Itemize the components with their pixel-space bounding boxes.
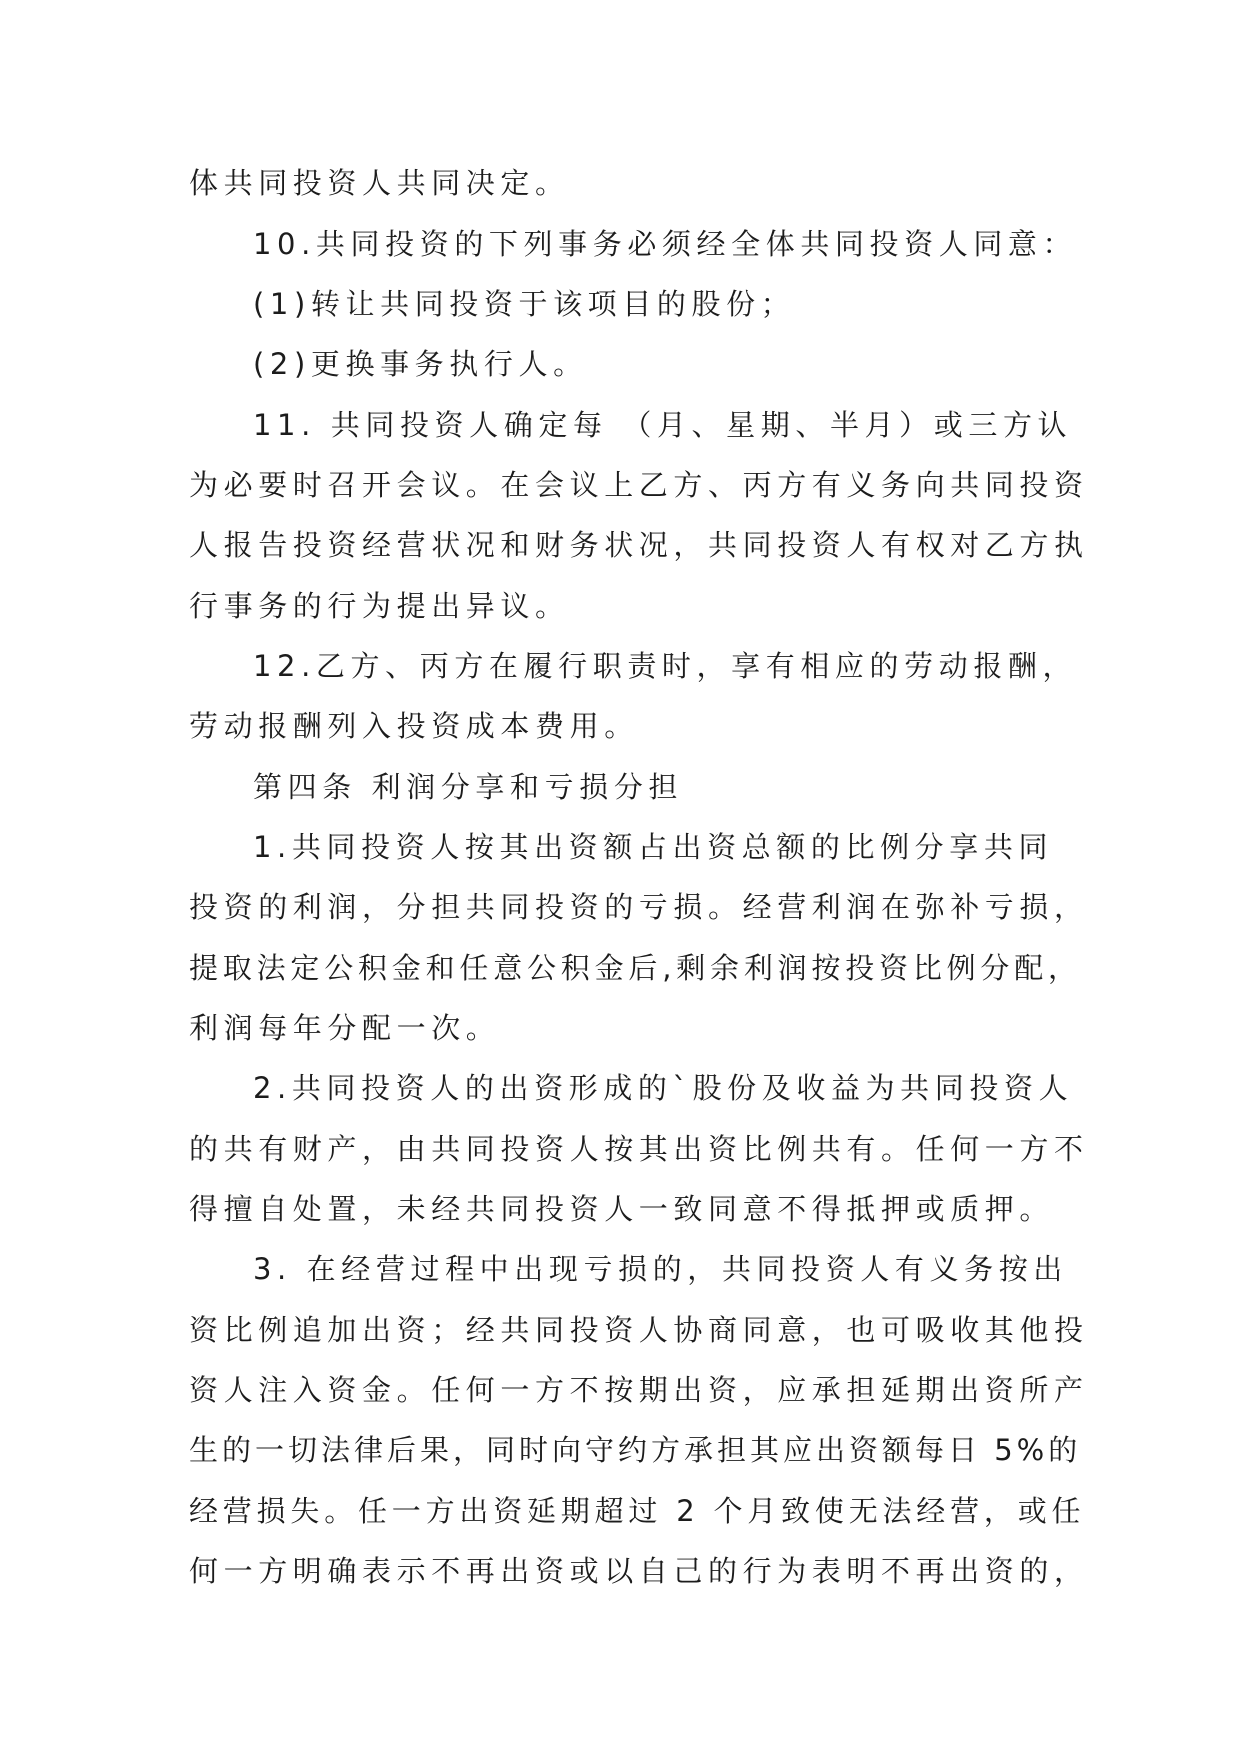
- text-line-1: 体共同投资人共同决定。: [189, 166, 570, 200]
- text-line-4: (2)更换事务执行人。: [253, 347, 588, 381]
- text-line-19: 3. 在经营过程中出现亏损的，共同投资人有义务按出: [253, 1252, 1068, 1286]
- text-line-14: 提取法定公积金和任意公积金后,剩余利润按投资比例分配，: [189, 951, 1082, 985]
- text-line-3: (1)转让共同投资于该项目的股份；: [253, 287, 796, 321]
- text-line-9: 12.乙方、丙方在履行职责时，享有相应的劳动报酬，: [253, 649, 1078, 683]
- text-line-5: 11. 共同投资人确定每 （月、星期、半月）或三方认: [253, 408, 1073, 442]
- text-line-16: 2.共同投资人的出资形成的`股份及收益为共同投资人: [253, 1071, 1074, 1105]
- text-line-6: 为必要时召开会议。在会议上乙方、丙方有义务向共同投资: [189, 468, 1089, 502]
- text-line-15: 利润每年分配一次。: [189, 1011, 501, 1045]
- text-line-2: 10.共同投资的下列事务必须经全体共同投资人同意：: [253, 227, 1078, 261]
- text-line-18: 得擅自处置，未经共同投资人一致同意不得抵押或质押。: [189, 1192, 1055, 1226]
- text-line-8: 行事务的行为提出异议。: [189, 589, 570, 623]
- text-line-7: 人报告投资经营状况和财务状况，共同投资人有权对乙方执: [189, 528, 1089, 562]
- text-line-12: 1.共同投资人按其出资额占出资总额的比例分享共同: [253, 830, 1054, 864]
- text-line-17: 的共有财产，由共同投资人按其出资比例共有。任何一方不: [189, 1132, 1089, 1166]
- text-line-20: 资比例追加出资；经共同投资人协商同意，也可吸收其他投: [189, 1313, 1089, 1347]
- text-line-23: 经营损失。任一方出资延期超过 2 个月致使无法经营，或任: [189, 1494, 1086, 1528]
- text-line-22: 生的一切法律后果，同时向守约方承担其应出资额每日 5%的: [189, 1433, 1082, 1467]
- section-heading: 第四条 利润分享和亏损分担: [253, 770, 684, 804]
- text-line-24: 何一方明确表示不再出资或以自己的行为表明不再出资的，: [189, 1554, 1089, 1588]
- text-line-10: 劳动报酬列入投资成本费用。: [189, 709, 639, 743]
- text-line-21: 资人注入资金。任何一方不按期出资，应承担延期出资所产: [189, 1373, 1089, 1407]
- text-line-13: 投资的利润，分担共同投资的亏损。经营利润在弥补亏损，: [189, 890, 1089, 924]
